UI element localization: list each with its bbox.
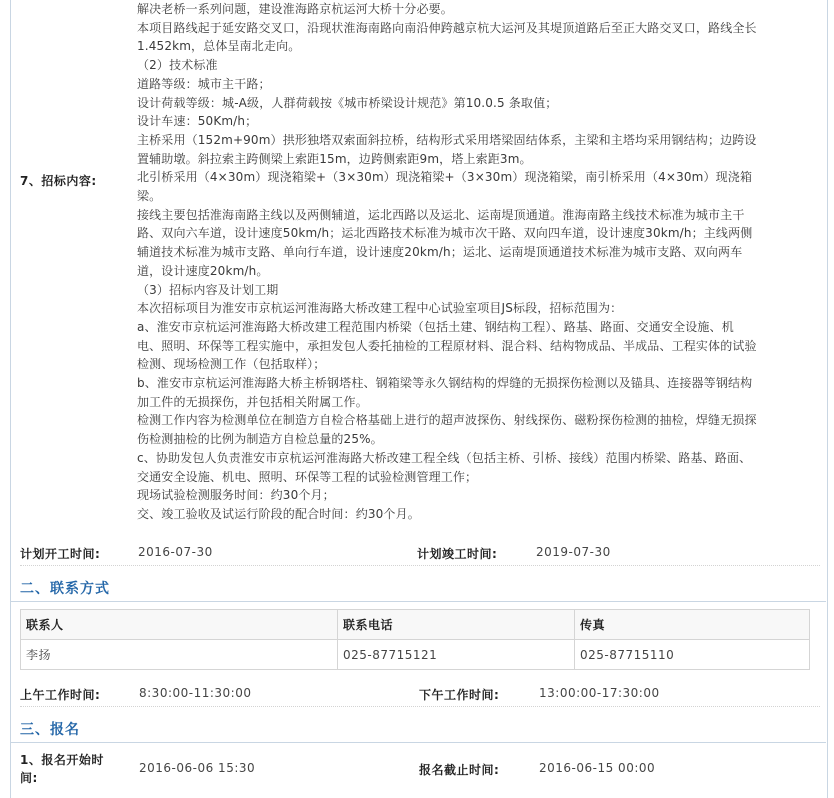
text-line: 主桥采用（152m+90m）拱形独塔双索面斜拉桥，结构形式采用塔梁固结体系，主梁和主塔均采用钢结构；边跨设 — [137, 132, 757, 147]
text-line: 检测、现场检测工作（包括取样）； — [137, 357, 326, 372]
signup-end-label: 报名截止时间: — [419, 763, 500, 777]
contact-table-header — [21, 610, 810, 640]
planned-dates-row — [20, 543, 820, 566]
text-line: 置辅助墩。斜拉索主跨侧梁上索距15m，边跨侧索距9m，塔上索距3m。 — [137, 151, 532, 166]
signup-start-label: 1、报名开始时间: — [20, 753, 104, 785]
column-header-contact: 联系人 — [21, 610, 338, 640]
text-line: c、协助发包人负责淮安市京杭运河淮海路大桥改建工程全线（包括主桥、引桥、接线）范围内桥梁、路基、路面、 — [137, 450, 752, 465]
signup-end-value: 2016-06-15 00:00 — [539, 761, 656, 775]
tender-content-label: 7、招标内容: — [20, 174, 97, 188]
text-line: 路、双向六车道，设计速度50km/h；运北西路技术标准为城市次干路、双向四车道，设计速度30km/h；主线两侧 — [137, 226, 753, 241]
pm-hours-label: 下午工作时间: — [419, 688, 500, 702]
section-divider — [10, 742, 826, 743]
text-line: 梁。 — [137, 189, 162, 204]
text-line: 本项目路线起于延安路交叉口，沿现状淮海南路向南沿伸跨越京杭大运河及其堤顶道路后至正大路交叉口，路线全长 — [137, 20, 757, 35]
text-line: 解决老桥一系列问题，建设淮海路京杭运河大桥十分必要。 — [137, 2, 453, 16]
text-line: 电、照明、环保等工程实施中，承担发包人委托抽检的工程原材料、混合料、结构物成品、半成品、工程实体的试验 — [137, 338, 757, 353]
planned-start-value: 2016-07-30 — [138, 545, 213, 559]
text-line: （3）招标内容及计划工期 — [137, 282, 279, 297]
text-line: 加工件的无损探伤，并包括相关附属工作。 — [137, 394, 368, 409]
text-line: 交、竣工验收及试运行阶段的配合时间：约30个月。 — [137, 506, 420, 521]
contact-phone: 025-87715121 — [338, 640, 575, 670]
text-line: 设计荷载等级：城-A级，人群荷载按《城市桥梁设计规范》第10.0.5 条取值； — [137, 95, 558, 110]
contact-name: 李扬 — [21, 640, 338, 670]
text-line: 1.452km，总体呈南北走向。 — [137, 39, 301, 54]
text-line: a、淮安市京杭运河淮海路大桥改建工程范围内桥梁（包括土建、钢结构工程）、路基、路面、交通安全设施、机 — [137, 319, 734, 334]
text-line: 北引桥采用（4×30m）现浇箱梁+（3×30m）现浇箱梁+（3×30m）现浇箱梁，南引桥采用（4×30m）现浇箱 — [137, 170, 753, 185]
pm-hours-value: 13:00:00-17:30:00 — [539, 686, 660, 700]
table-row — [21, 640, 810, 670]
contact-fax: 025-87715110 — [575, 640, 810, 670]
planned-end-value: 2019-07-30 — [536, 545, 611, 559]
text-line: 本次招标项目为淮安市京杭运河淮海路大桥改建工程中心试验室项目JS标段，招标范围为： — [137, 301, 623, 316]
work-hours-row — [20, 684, 820, 707]
signup-section-title: 三、报名 — [20, 722, 80, 738]
text-line: （2）技术标准 — [137, 58, 218, 73]
signup-start-value: 2016-06-06 15:30 — [139, 761, 256, 775]
text-line: 辅道技术标准为城市支路、单向行车道，设计速度20km/h；运北、运南堤顶通道技术标准为城市支路、双向两车 — [137, 245, 743, 260]
tender-content-text — [137, 0, 817, 524]
column-header-fax: 传真 — [575, 610, 810, 640]
planned-end-label: 计划竣工时间: — [417, 547, 498, 561]
am-hours-label: 上午工作时间: — [20, 688, 101, 702]
text-line: 伤检测抽检的比例为制造方自检总量的25%。 — [137, 432, 383, 447]
text-line: 现场试验检测服务时间：约30个月； — [137, 488, 335, 503]
planned-start-label: 计划开工时间: — [20, 547, 101, 561]
text-line: 道路等级：城市主干路； — [137, 76, 271, 91]
am-hours-value: 8:30:00-11:30:00 — [139, 686, 252, 700]
text-line: 检测工作内容为检测单位在制造方自检合格基础上进行的超声波探伤、射线探伤、磁粉探伤检测的抽检，焊缝无损探 — [137, 413, 757, 428]
contact-table — [20, 609, 810, 670]
text-line: b、淮安市京杭运河淮海路大桥主桥钢塔柱、钢箱梁等永久钢结构的焊缝的无损探伤检测以及锚具、连接器等钢结构 — [137, 376, 753, 391]
signup-row — [20, 748, 820, 788]
text-line: 交通安全设施、机电、照明、环保等工程的试验检测管理工作； — [137, 469, 478, 484]
text-line: 接线主要包括淮海南路主线以及两侧辅道，运北西路以及运北、运南堤顶通道。淮海南路主线技术标准为城市主干 — [137, 207, 745, 222]
text-line: 设计车速：50Km/h； — [137, 114, 258, 129]
contact-section-title: 二、联系方式 — [20, 581, 110, 597]
column-header-phone: 联系电话 — [338, 610, 575, 640]
text-line: 道，设计速度20km/h。 — [137, 263, 269, 278]
section-divider — [10, 601, 826, 602]
